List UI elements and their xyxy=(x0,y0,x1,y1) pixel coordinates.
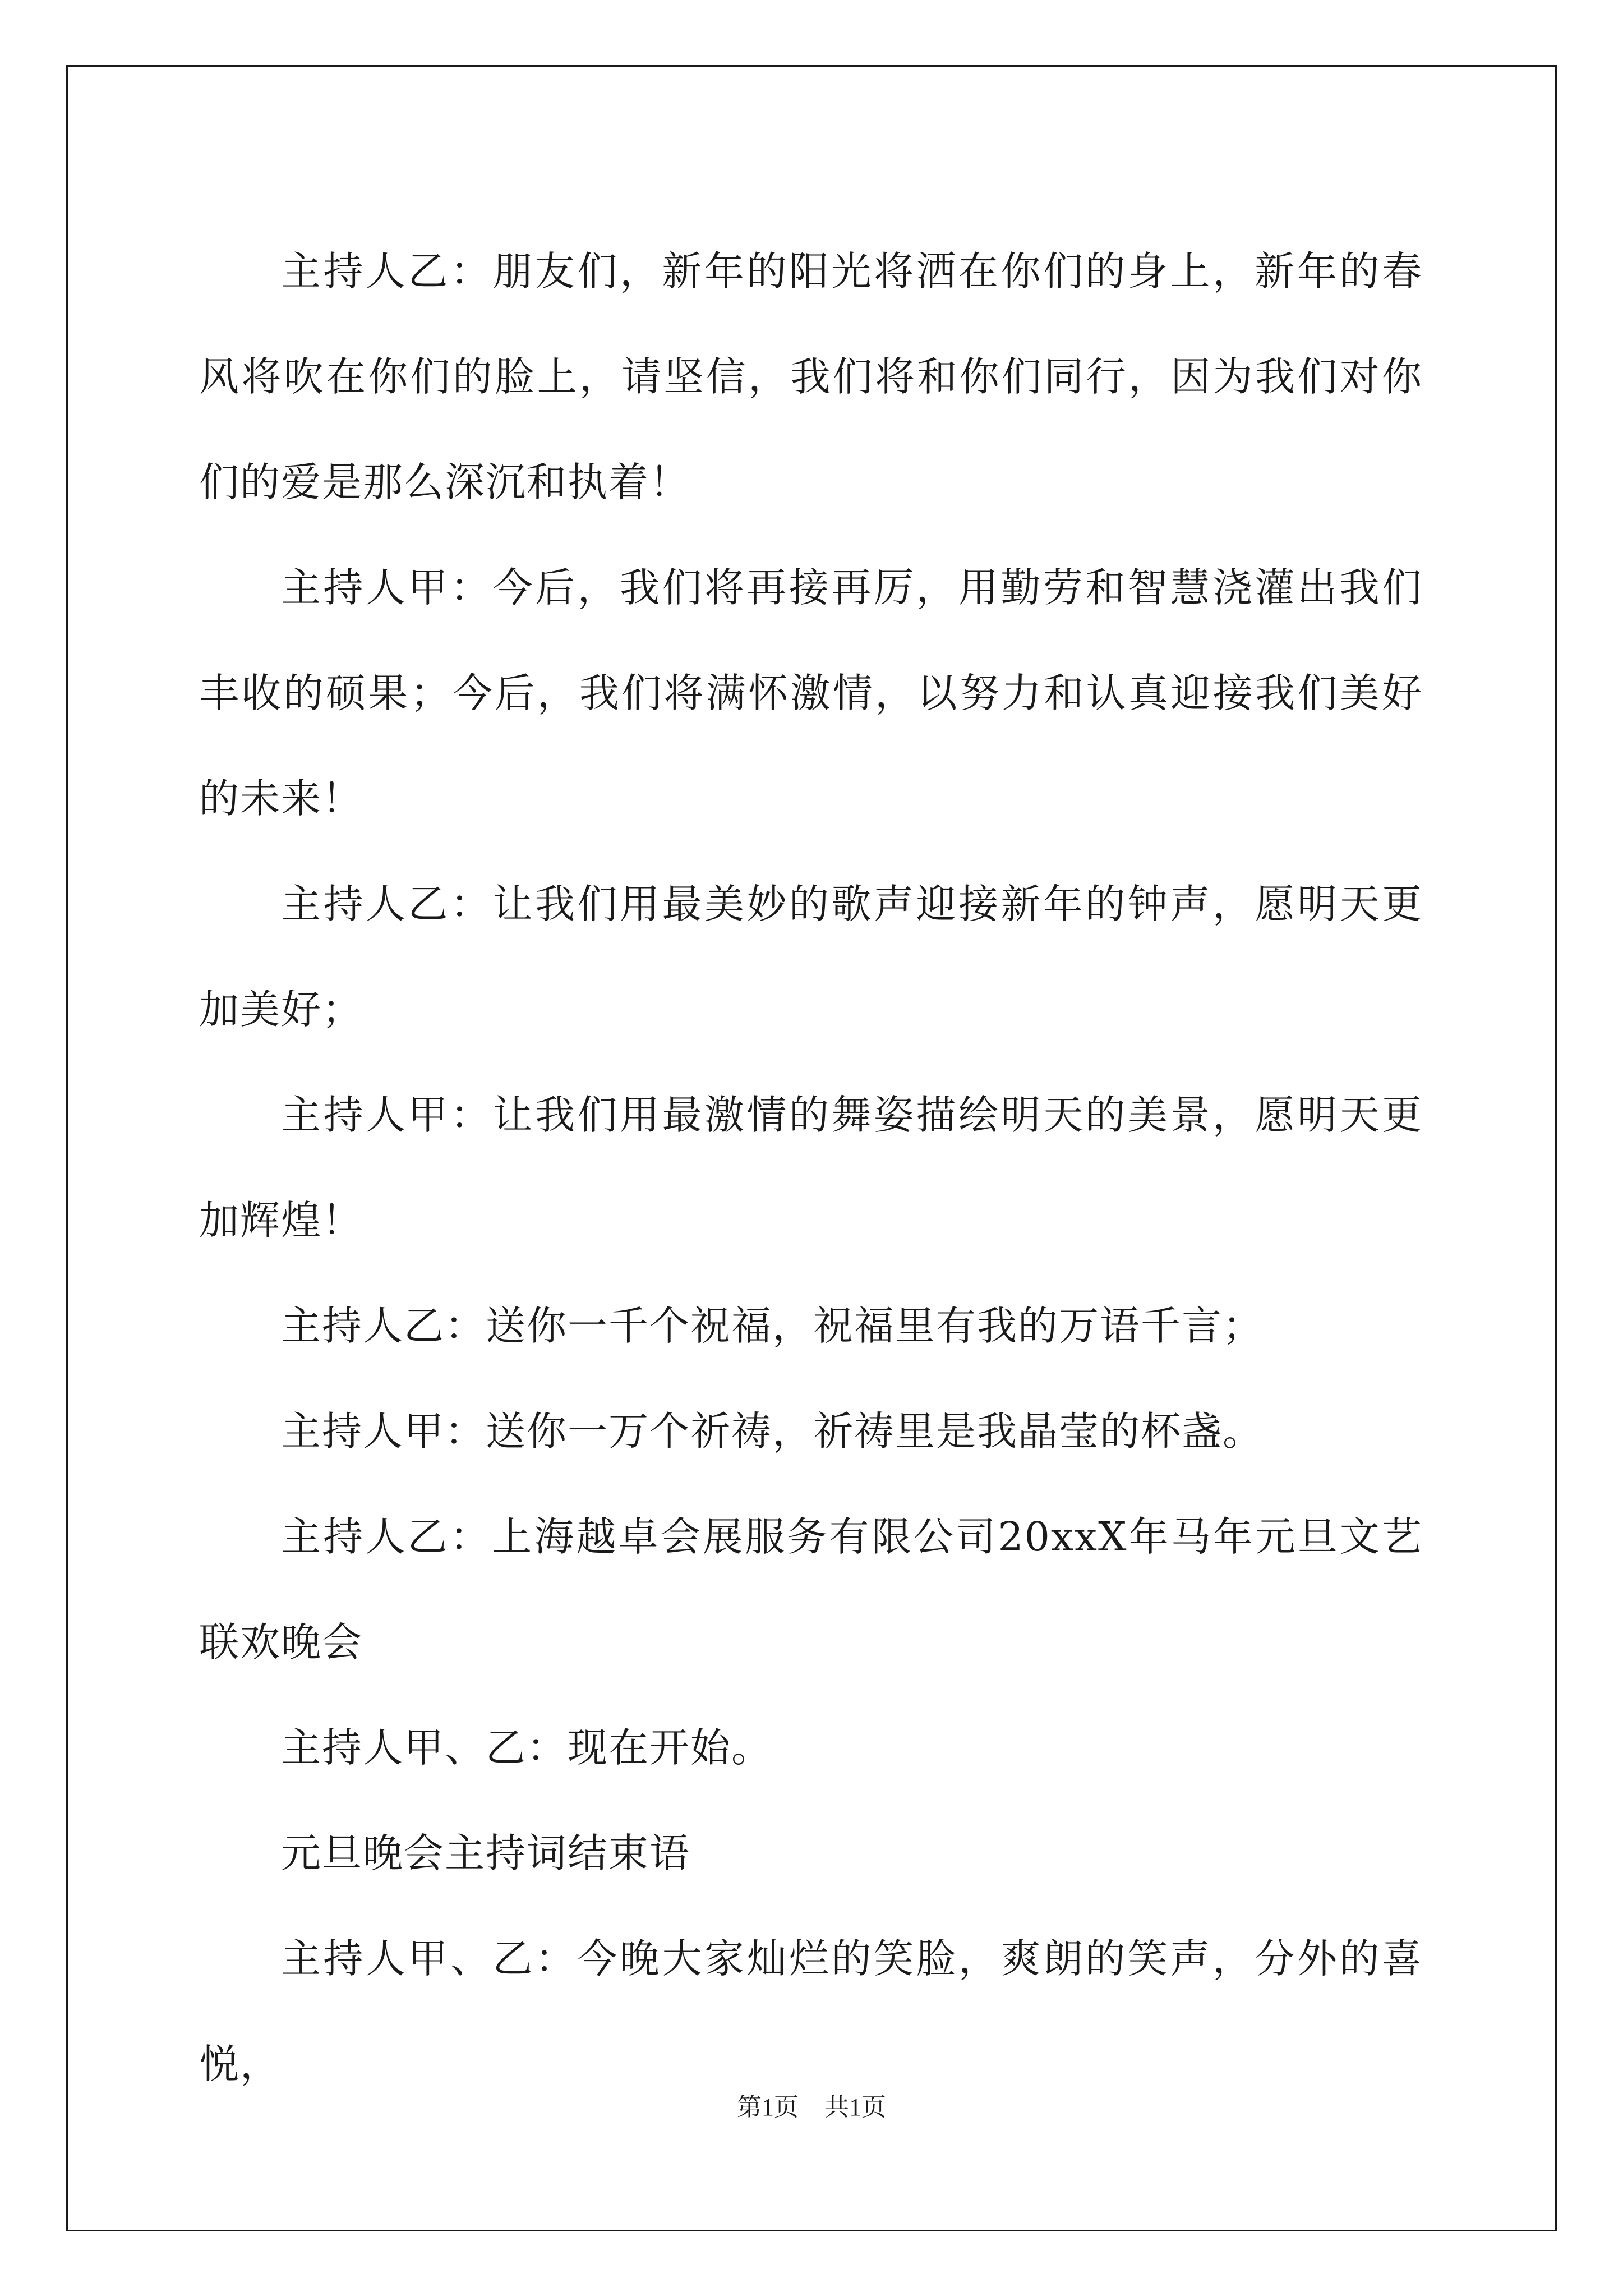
page-total: 共1页 xyxy=(824,2093,886,2121)
page-footer xyxy=(0,2087,1623,2123)
page-number: 第1页 xyxy=(737,2093,799,2121)
paragraph: 主持人乙：让我们用最美妙的歌声迎接新年的钟声，愿明天更加美好； xyxy=(199,881,1423,1033)
paragraph: 主持人乙：上海越卓会展服务有限公司20xxX年马年元旦文艺联欢晚会 xyxy=(199,1513,1423,1665)
paragraph: 主持人乙：朋友们，新年的阳光将洒在你们的身上，新年的春风将吹在你们的脸上，请坚信，我们将和你们同行，因为我们对你们的爱是那么深沉和执着！ xyxy=(199,248,1423,505)
paragraph: 主持人乙：送你一千个祝福，祝福里有我的万语千言； xyxy=(281,1303,1264,1349)
section-heading: 元旦晚会主持词结束语 xyxy=(281,1830,691,1876)
paragraph: 主持人甲、乙：今晚大家灿烂的笑脸，爽朗的笑声，分外的喜悦， xyxy=(199,1935,1423,2087)
document-body xyxy=(199,219,1423,2117)
paragraph: 主持人甲：让我们用最激情的舞姿描绘明天的美景，愿明天更加辉煌！ xyxy=(199,1092,1423,1244)
paragraph: 主持人甲：今后，我们将再接再厉，用勤劳和智慧浇灌出我们丰收的硕果；今后，我们将满怀激情，以努力和认真迎接我们美好的未来！ xyxy=(199,564,1423,822)
paragraph: 主持人甲、乙：现在开始。 xyxy=(281,1724,773,1771)
paragraph: 主持人甲：送你一万个祈祷，祈祷里是我晶莹的杯盏。 xyxy=(281,1408,1264,1455)
